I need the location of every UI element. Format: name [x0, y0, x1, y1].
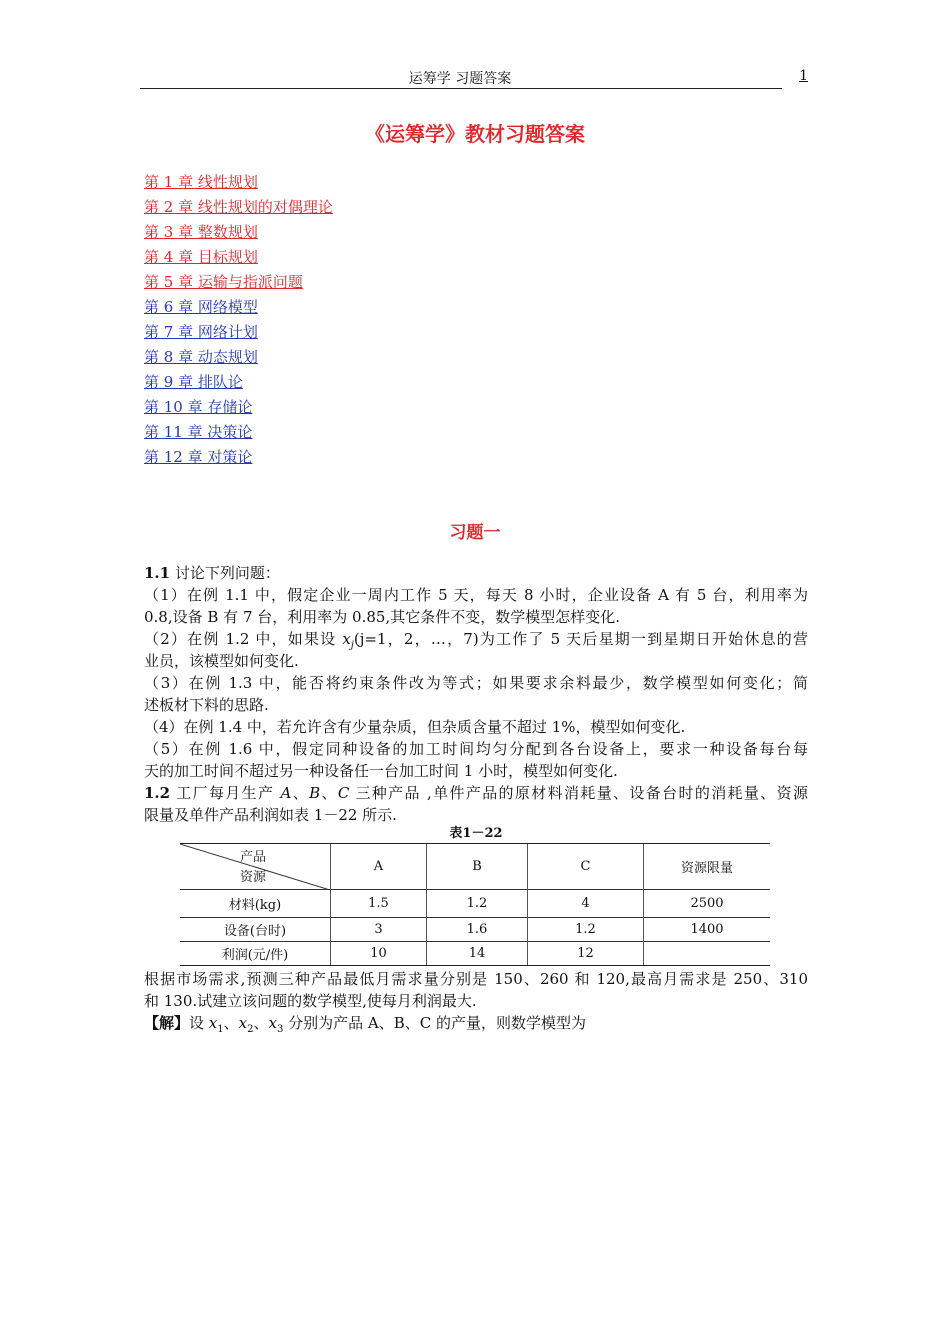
text-run: 三种产品 ,单件产品的原材料消耗量、设备台时的消耗量、资源: [349, 784, 808, 802]
toc-link-chapter-6[interactable]: 第 6 章 网络模型: [144, 298, 258, 316]
table-cell: 设备(台时): [180, 918, 331, 942]
page-header: [140, 66, 808, 88]
q2-subscript: j: [350, 640, 354, 651]
exercise-number: 1.2: [144, 784, 171, 802]
subscript: 3: [276, 1024, 284, 1035]
question-5-line-2: 天的加工时间不超过另一种设备任一台加工时间 1 小时，模型如何变化.: [144, 762, 618, 780]
table-cell: [644, 942, 771, 966]
separator: 、: [223, 1014, 239, 1032]
question-4: （4）在例 1.4 中，若允许含有少量杂质，但杂质含量不超过 1%，模型如何变化.: [144, 718, 686, 736]
toc-link-chapter-3[interactable]: 第 3 章 整数规划: [144, 223, 258, 241]
solution-line: [144, 1012, 808, 1034]
product-b: B: [309, 784, 321, 802]
table-row: [180, 918, 770, 942]
table-cell: 12: [528, 942, 644, 966]
table-row: [180, 942, 770, 966]
exercise-intro: 讨论下列问题：: [170, 564, 280, 582]
header-cell: A: [331, 844, 427, 890]
product-c: C: [337, 784, 350, 802]
toc-link-chapter-5[interactable]: 第 5 章 运输与指派问题: [144, 273, 303, 291]
header-cell: C: [528, 844, 644, 890]
table-row: [180, 890, 770, 918]
header-cell: 资源限量: [644, 844, 771, 890]
variable: x: [208, 1014, 218, 1032]
question-3-line-1: （3）在例 1.3 中，能否将约束条件改为等式；如果要求余料最少，数学模型如何变化；简: [144, 674, 808, 692]
data-table: [180, 843, 770, 966]
header-cell: B: [427, 844, 528, 890]
q2-prefix: （2）在例 1.2 中，如果设: [144, 630, 343, 648]
toc-link-chapter-11[interactable]: 第 11 章 决策论: [144, 423, 253, 441]
table-cell: 10: [331, 942, 427, 966]
toc-link-chapter-2[interactable]: 第 2 章 线性规划的对偶理论: [144, 198, 333, 216]
demand-line-1: 根据市场需求,预测三种产品最低月需求量分别是 150、260 和 120,最高月需求是 250、310: [144, 970, 808, 988]
header-title: 运筹学 习题答案: [408, 71, 512, 87]
question-5-line-1: （5）在例 1.6 中，假定同种设备的加工时间均匀分配到各台设备上，要求一种设备每台每: [144, 740, 808, 758]
table-of-contents: [144, 170, 333, 470]
subscript: 2: [247, 1024, 254, 1035]
separator: 、: [320, 784, 338, 802]
toc-link-chapter-8[interactable]: 第 8 章 动态规划: [144, 348, 258, 366]
table-caption: 表1－22: [449, 826, 503, 841]
exercise-number: 1.1: [144, 564, 171, 582]
question-2-line-1: [144, 628, 808, 650]
table-cell: 3: [331, 918, 427, 942]
variable: x: [268, 1014, 277, 1032]
page-number: 1: [799, 68, 808, 84]
toc-link-chapter-9[interactable]: 第 9 章 排队论: [144, 373, 243, 391]
table-cell: 2500: [644, 890, 771, 918]
toc-link-chapter-4[interactable]: 第 4 章 目标规划: [144, 248, 258, 266]
toc-link-chapter-1[interactable]: 第 1 章 线性规划: [144, 173, 258, 191]
toc-link-chapter-12[interactable]: 第 12 章 对策论: [144, 448, 253, 466]
table-cell: 1400: [644, 918, 771, 942]
subscript: 1: [217, 1024, 224, 1035]
table-cell: 利润(元/件): [180, 942, 331, 966]
table-cell: 材料(kg): [180, 890, 331, 918]
question-1-line-2: 0.8,设备 B 有 7 台，利用率为 0.85,其它条件不变，数学模型怎样变化.: [144, 608, 620, 626]
question-2-line-2: 业员，该模型如何变化.: [144, 652, 299, 670]
table-cell: 1.6: [427, 918, 528, 942]
exercise-continuation: [144, 968, 808, 1034]
exercise-1-2-line-2: 限量及单件产品利润如表 1－22 所示.: [144, 806, 397, 824]
exercise-1-2-line-1: [144, 782, 808, 804]
table-header-row: [180, 844, 770, 890]
separator: 、: [291, 784, 310, 802]
toc-link-chapter-7[interactable]: 第 7 章 网络计划: [144, 323, 258, 341]
table-cell: 1.2: [528, 918, 644, 942]
header-rule: [140, 88, 782, 89]
variable: x: [238, 1014, 248, 1032]
product-a: A: [280, 784, 292, 802]
table-cell: 14: [427, 942, 528, 966]
text-run: 分别为产品 A、B、C 的产量，则数学模型为: [283, 1014, 586, 1032]
solution-label: 【解】: [144, 1014, 190, 1032]
question-1-line-1: （1）在例 1.1 中，假定企业一周内工作 5 天，每天 8 小时，企业设备 A 有 5 台，利用率为: [144, 586, 808, 604]
separator: 、: [253, 1014, 269, 1032]
toc-link-chapter-10[interactable]: 第 10 章 存储论: [144, 398, 253, 416]
corner-cell: [180, 844, 331, 890]
corner-top-label: 产品: [240, 850, 267, 865]
table-cell: 1.5: [331, 890, 427, 918]
question-3-line-2: 述板材下料的思路.: [144, 696, 269, 714]
q2-suffix: (j=1，2，…，7)为工作了 5 天后星期一到星期日开始休息的营: [353, 630, 808, 648]
document-title: 《运筹学》教材习题答案: [365, 122, 585, 146]
corner-bottom-label: 资源: [240, 870, 267, 885]
table-cell: 4: [528, 890, 644, 918]
text-run: 工厂每月生产: [170, 784, 281, 802]
table-cell: 1.2: [427, 890, 528, 918]
text-run: 设: [189, 1014, 209, 1032]
q2-variable: x: [342, 630, 351, 648]
demand-line-2: 和 130.试建立该问题的数学模型,使每月利润最大.: [144, 992, 477, 1010]
exercise-body: [144, 562, 808, 844]
section-title: 习题一: [449, 523, 501, 543]
